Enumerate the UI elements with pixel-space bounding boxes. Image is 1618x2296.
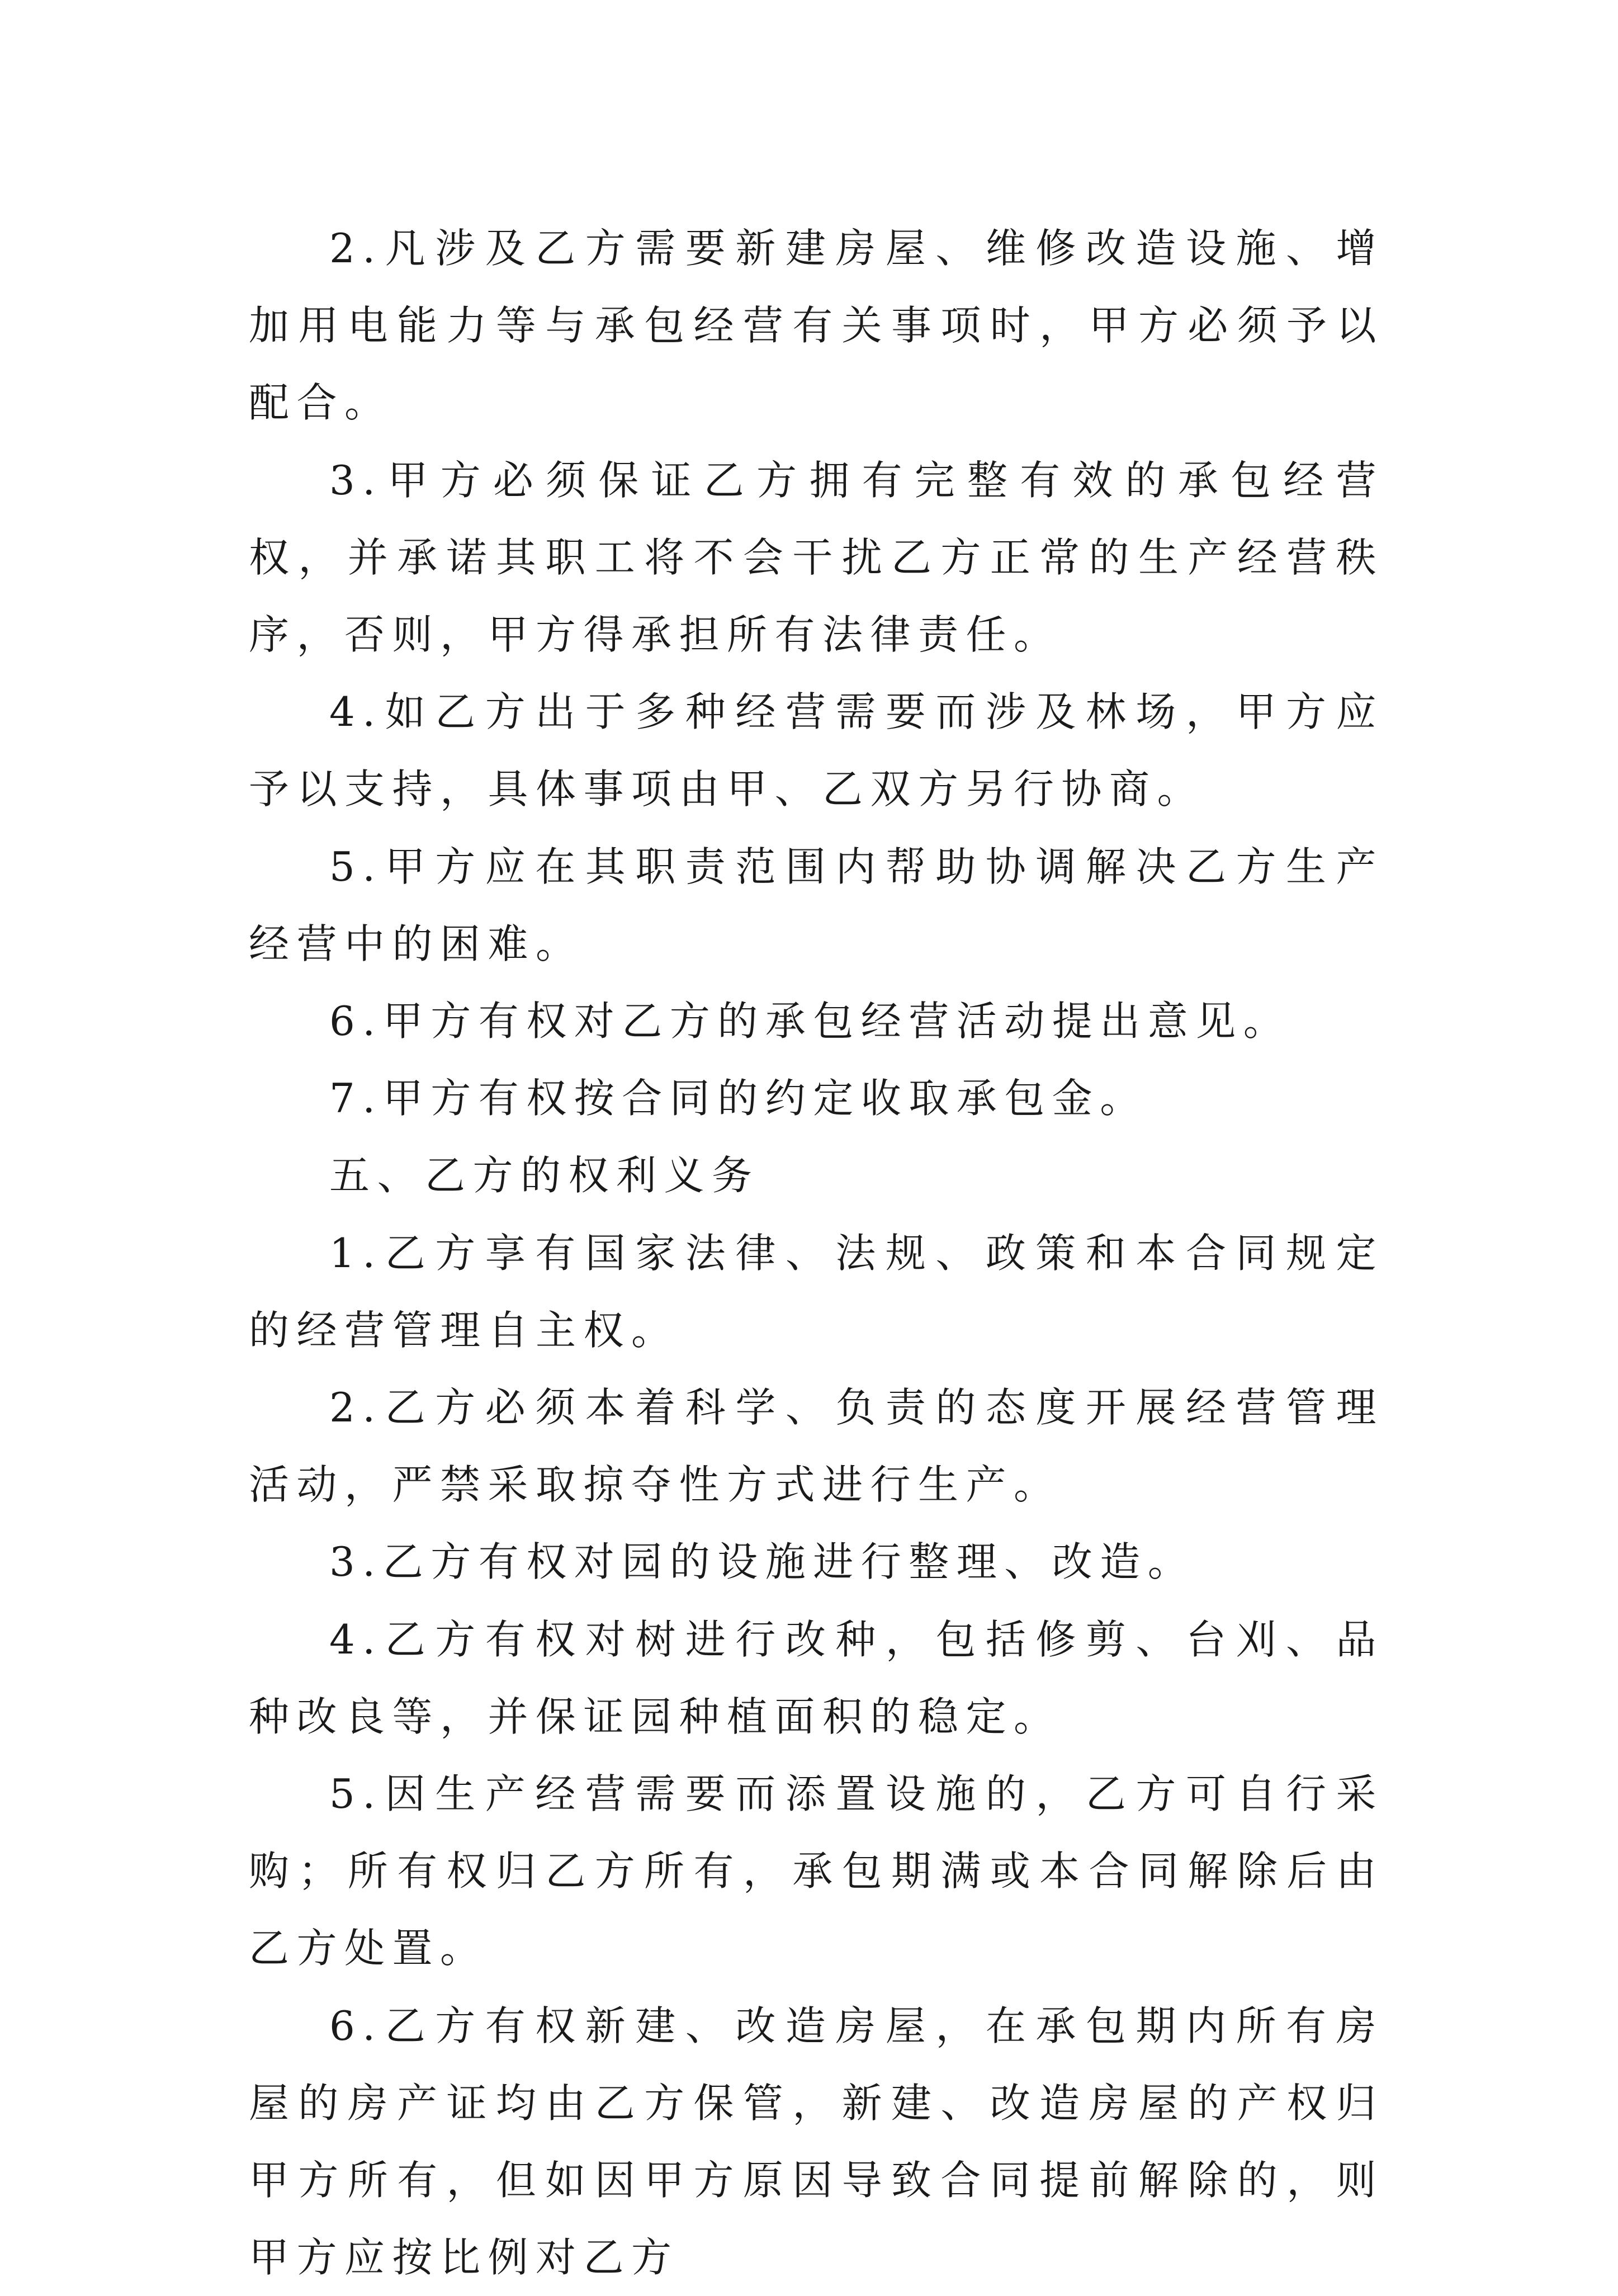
section-heading: 五、乙方的权利义务 <box>329 1152 760 1199</box>
paragraph: 5.甲方应在其职责范围内帮助协调解决乙方生产经营中的困难。 <box>249 843 1384 967</box>
paragraph: 3.甲方必须保证乙方拥有完整有效的承包经营权，并承诺其职工将不会干扰乙方正常的生产经营秩序，否则，甲方得承担所有法律责任。 <box>249 456 1384 659</box>
paragraph: 3.乙方有权对园的设施进行整理、改造。 <box>329 1538 1196 1586</box>
paragraph: 2.凡涉及乙方需要新建房屋、维修改造设施、增加用电能力等与承包经营有关事项时，甲方必须予以配合。 <box>249 225 1384 427</box>
paragraph: 2.乙方必须本着科学、负责的态度开展经营管理活动，严禁采取掠夺性方式进行生产。 <box>249 1384 1384 1509</box>
paragraph: 6.甲方有权对乙方的承包经营活动提出意见。 <box>329 998 1291 1045</box>
paragraph: 5.因生产经营需要而添置设施的，乙方可自行采购；所有权归乙方所有，承包期满或本合同解除后由乙方处置。 <box>249 1770 1384 1972</box>
paragraph: 6.乙方有权新建、改造房屋，在承包期内所有房屋的房产证均由乙方保管，新建、改造房屋的产权归甲方所有，但如因甲方原因导致合同提前解除的，则甲方应按比例对乙方 <box>249 2002 1384 2281</box>
paragraph: 7.甲方有权按合同的约定收取承包金。 <box>329 1075 1148 1122</box>
paragraph: 1.乙方享有国家法律、法规、政策和本合同规定的经营管理自主权。 <box>249 1229 1384 1354</box>
document-body <box>249 210 1384 2296</box>
paragraph: 4.乙方有权对树进行改种，包括修剪、台刈、品种改良等，并保证园种植面积的稳定。 <box>249 1615 1384 1740</box>
paragraph: 4.如乙方出于多种经营需要而涉及林场，甲方应予以支持，具体事项由甲、乙双方另行协商。 <box>249 688 1384 813</box>
